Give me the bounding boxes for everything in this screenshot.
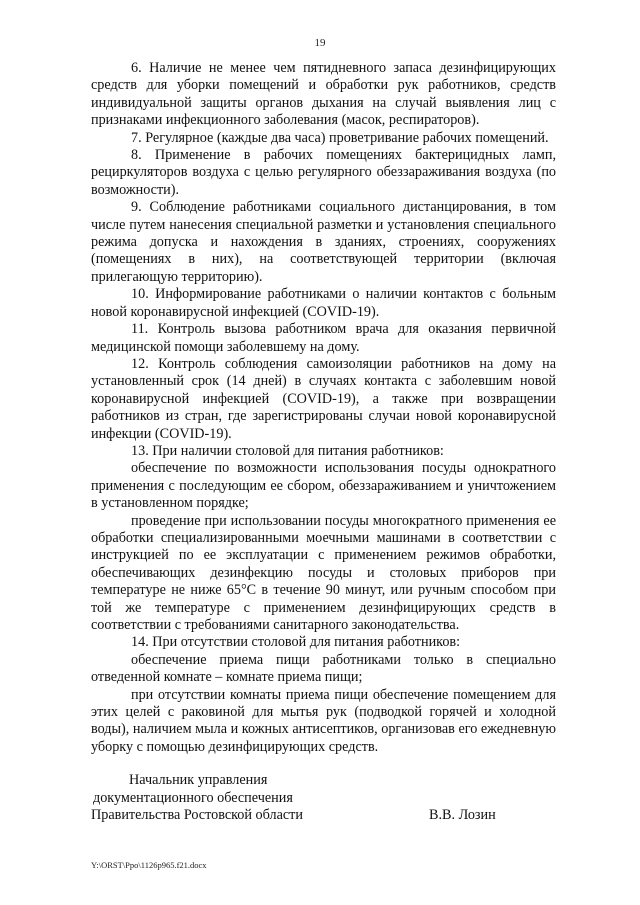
paragraph-13-reusable-dishes: проведение при использовании посуды многократного применения ее обработки специализированными моечными машинами в соответствии с инструкцией по ее эксплуатации с применением режимов обработки, обеспечивающих дезинфекцию посуды и столовых приборов при температуре не ниже 65°С в течение 90 минут, или ручным способом при той же температуре с применением дезинфицирующих средств в соответствии с требованиями санитарного законодательства. <box>91 512 556 633</box>
signer-title-line-1: Начальник управления <box>129 772 268 788</box>
paragraph-item-8: 8. Применение в рабочих помещениях бактерицидных ламп, рециркуляторов воздуха с целью регулярного обеззараживания воздуха (по возможности). <box>91 147 556 198</box>
page-number: 19 <box>314 37 326 49</box>
paragraph-13-disposable-dishes: обеспечение по возможности использования посуды однократного применения с последующим ее сбором, обеззараживанием и уничтожением в установленном порядке; <box>91 460 556 512</box>
document-body <box>91 60 556 756</box>
signer-title-line-2: документационного обеспечения <box>93 789 293 806</box>
paragraph-14-eating-room: обеспечение приема пищи работниками только в специально отведенной комнате – комнате приема пищи; <box>91 651 556 686</box>
paragraph-item-6: 6. Наличие не менее чем пятидневного запаса дезинфицирующих средств для уборки помещений и обработки рук работников, средств индивидуальной защиты органов дыхания на случай выявления лиц с признаками инфекционного заболевания (масок, респираторов). <box>91 60 556 129</box>
file-path-footer: Y:\ORST\Ppo\1126p965.f21.docx <box>91 860 207 870</box>
paragraph-item-10: 10. Информирование работниками о наличии контактов с больным новой коронавирусной инфекцией (COVID-19). <box>91 286 556 320</box>
signer-name: В.В. Лозин <box>429 807 496 824</box>
paragraph-item-7: 7. Регулярное (каждые два часа) проветривание рабочих помещений. <box>131 129 549 146</box>
paragraph-item-9: 9. Соблюдение работниками социального дистанцирования, в том числе путем нанесения специальной разметки и установления специального режима допуска и нахождения в зданиях, строениях, сооружениях (помещениях в них), на соответствующей территории (включая прилегающую территорию). <box>91 199 556 285</box>
signature-block <box>91 772 556 825</box>
paragraph-item-11: 11. Контроль вызова работником врача для оказания первичной медицинской помощи заболевшему на дому. <box>91 321 556 355</box>
paragraph-14-no-eating-room: при отсутствии комнаты приема пищи обеспечение помещением для этих целей с раковиной для мытья рук (подводкой горячей и холодной воды), наличием мыла и кожных антисептиков, организовав его ежедневную уборку с помощью дезинфицирующих средств. <box>91 686 556 755</box>
signer-title-line-3 <box>91 807 556 825</box>
paragraph-item-14: 14. При отсутствии столовой для питания работников: <box>131 634 461 651</box>
signer-organization: Правительства Ростовской области <box>91 807 303 824</box>
paragraph-item-12: 12. Контроль соблюдения самоизоляции работников на дому на установленный срок (14 дней) в случаях контакта с заболевшим новой коронавирусной инфекцией (COVID-19), а также при возвращении работников из стран, где зарегистрированы случаи новой коронавирусной инфекции (COVID-19). <box>91 355 556 442</box>
paragraph-item-13: 13. При наличии столовой для питания работников: <box>131 442 444 459</box>
